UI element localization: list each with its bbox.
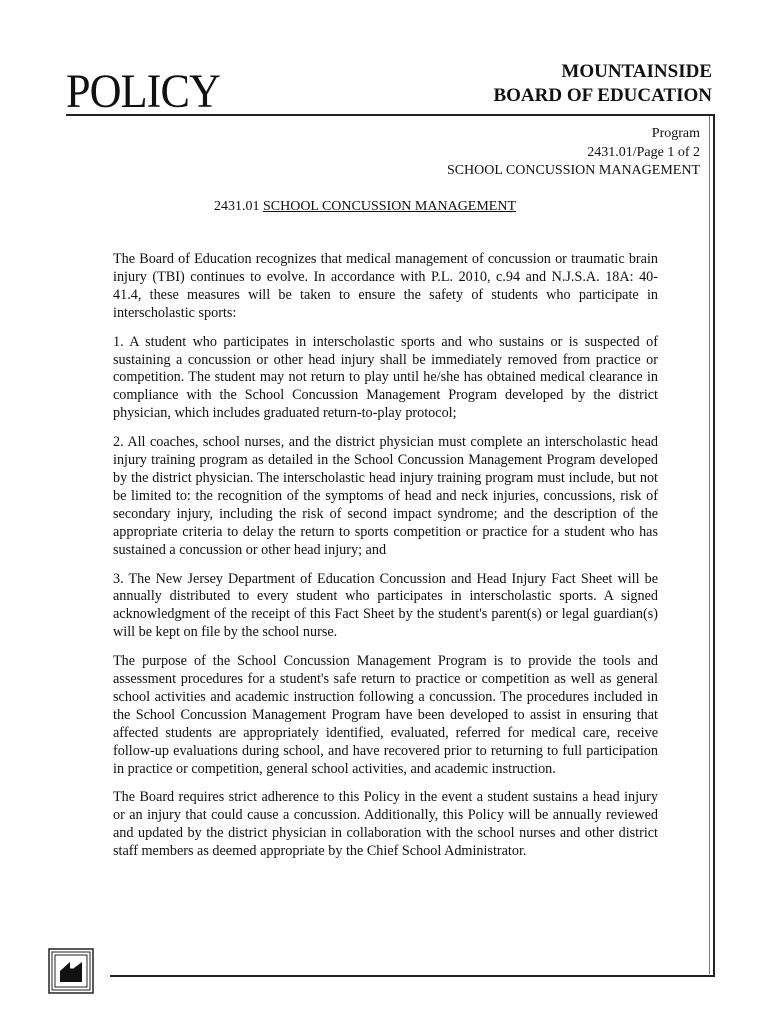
footer-rule bbox=[110, 975, 715, 977]
policy-label: POLICY bbox=[66, 65, 220, 118]
board-name-line1: MOUNTAINSIDE bbox=[561, 61, 712, 82]
right-border bbox=[713, 114, 715, 977]
policy-body bbox=[113, 251, 658, 872]
board-name bbox=[493, 60, 712, 108]
policy-manual-logo-icon bbox=[48, 948, 94, 994]
item-3-paragraph: 3. The New Jersey Department of Education Concussion and Head Injury Fact Sheet will be annually distributed to every student who participates in interscholastic sports. A signed acknowledgment of the receipt of this Fact Sheet by the student's parent(s) or legal guardian(s) will be kept on file by the school nurse. bbox=[113, 570, 658, 641]
section-heading bbox=[0, 198, 770, 216]
header-rule bbox=[66, 114, 714, 116]
section-label: Program bbox=[651, 126, 700, 141]
adherence-paragraph: The Board requires strict adherence to this Policy in the event a student sustains a head injury or an injury that could cause a concussion. Additionally, this Policy will be annually reviewed and updated by the district physician in collaboration with the school nurses and other district staff members as deemed appropriate by the Chief School Administrator. bbox=[113, 789, 658, 860]
policy-title-meta: SCHOOL CONCUSSION MANAGEMENT bbox=[446, 163, 700, 178]
intro-paragraph: The Board of Education recognizes that medical management of concussion or traumatic brain injury (TBI) continues to evolve. In accordance with P.L. 2010, c.94 and N.J.S.A. 18A: 40-41.4, these measures will be taken to ensure the safety of students who participate in interscholastic sports: bbox=[113, 251, 658, 321]
section-number: 2431.01 bbox=[213, 199, 260, 214]
purpose-paragraph: The purpose of the School Concussion Management Program is to provide the tools and assessment procedures for a student's safe return to practice or competition as well as general school activities and academic instruction following a concussion. The procedures included in the School Concussion Management Program have been developed to assist in ensuring that affected students are appropriately identified, evaluated, referred for medical care, receive follow-up evaluations during school, and have recovered prior to returning to full participation in practice or competition, general school activities, and academic instruction. bbox=[113, 653, 658, 777]
item-2-paragraph: 2. All coaches, school nurses, and the district physician must complete an interscholastic head injury training program as detailed in the School Concussion Management Program developed by the district physician. The interscholastic head injury training program must include, but not be limited to: the recognition of the symptoms of head and neck injuries, concussions, risk of secondary injury, including the risk of second impact syndrome; and the description of the appropriate criteria to delay the return to sports competition or practice for a student who has sustained a concussion or other head injury; and bbox=[113, 434, 658, 558]
document-meta bbox=[447, 125, 700, 181]
section-title: SCHOOL CONCUSSION MANAGEMENT bbox=[262, 199, 517, 214]
item-1-paragraph: 1. A student who participates in interscholastic sports and who sustains or is suspected of sustaining a concussion or other head injury shall be immediately removed from practice or competition. The student may not return to play until he/she has obtained medical clearance in compliance with the School Concussion Management Program developed by the district physician, which includes graduated return-to-play protocol; bbox=[113, 333, 658, 422]
right-border-inner bbox=[709, 116, 710, 974]
page-reference: 2431.01/Page 1 of 2 bbox=[587, 144, 700, 160]
board-name-line2: BOARD OF EDUCATION bbox=[493, 85, 712, 106]
